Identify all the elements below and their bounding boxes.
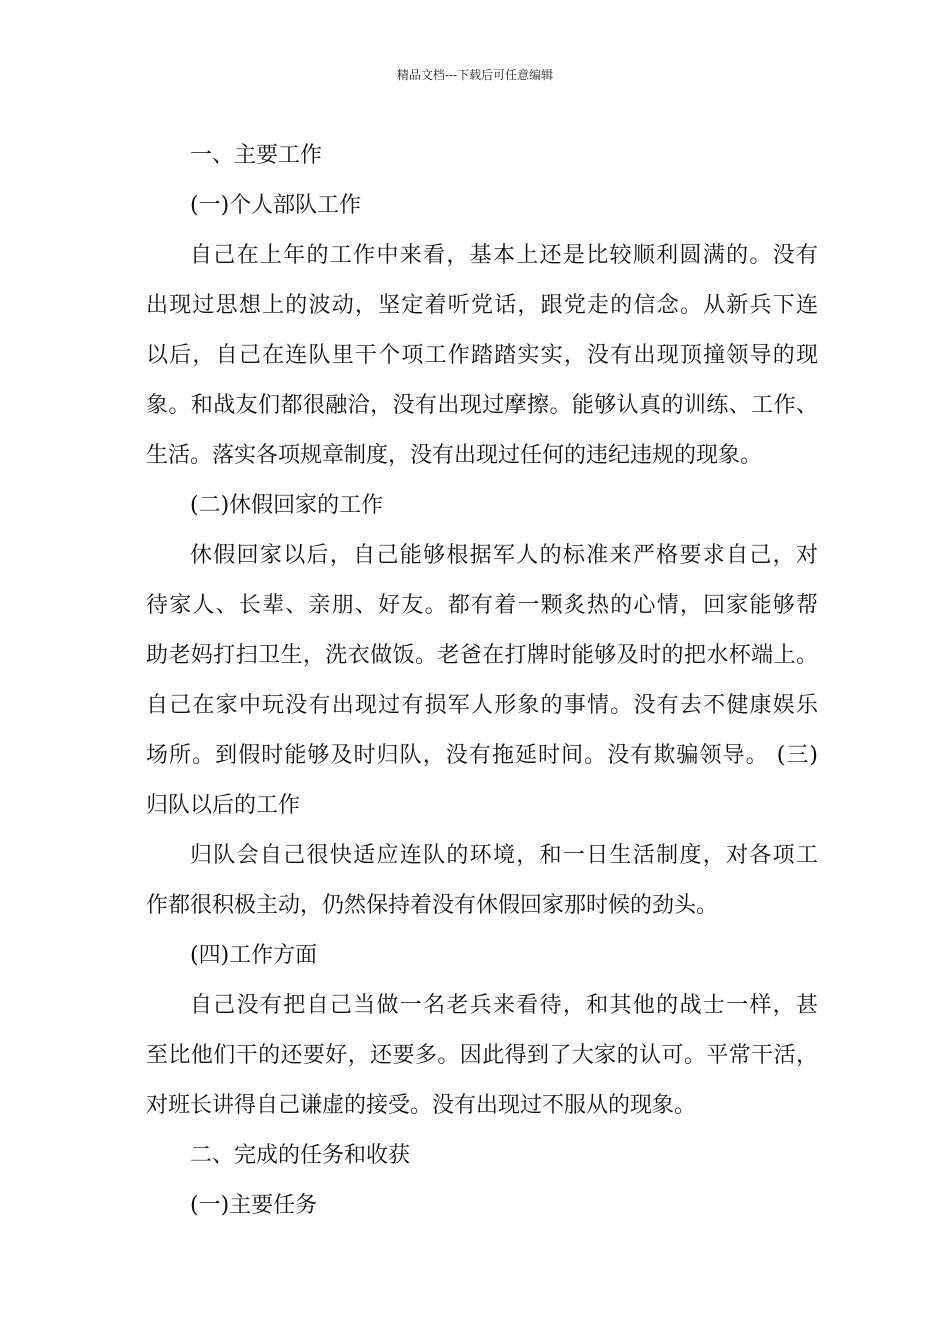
paragraph-line: 归队以后的工作: [146, 793, 301, 818]
paragraph-line: 自己没有把自己当做一名老兵来看待，和其他的战士一样，甚: [190, 993, 818, 1018]
paragraph-line: 场所。到假时能够及时归队，没有拖延时间。没有欺骗领导。 (三): [146, 743, 818, 768]
paragraph-line: 作都很积极主动，仍然保持着没有休假回家那时候的劲头。: [146, 893, 719, 918]
paragraph-line: 出现过思想上的波动，坚定着听党话，跟党走的信念。从新兵下连: [146, 293, 818, 318]
paragraph-line: 自己在家中玩没有出现过有损军人形象的事情。没有去不健康娱乐: [146, 693, 818, 718]
paragraph-line: 对班长讲得自己谦虚的接受。没有出现过不服从的现象。: [146, 1093, 697, 1118]
section-heading-tasks-and-gains: 二、完成的任务和收获: [190, 1143, 411, 1168]
paragraph-line: 归队会自己很快适应连队的环境，和一日生活制度，对各项工: [190, 843, 818, 868]
paragraph-line: 助老妈打扫卫生，洗衣做饭。老爸在打牌时能够及时的把水杯端上。: [146, 643, 818, 668]
subsection-heading-vacation-work: (二)休假回家的工作: [190, 493, 384, 518]
paragraph-line: 自己在上年的工作中来看，基本上还是比较顺利圆满的。没有: [190, 243, 818, 268]
paragraph-line: 以后，自己在连队里干个项工作踏踏实实，没有出现顶撞领导的现: [146, 343, 818, 368]
section-heading-main-work: 一、主要工作: [190, 143, 323, 168]
paragraph-line: 生活。落实各项规章制度，没有出现过任何的违纪违规的现象。: [146, 443, 763, 468]
paragraph-line: 休假回家以后，自己能够根据军人的标准来严格要求自己，对: [190, 543, 818, 568]
subsection-heading-main-tasks: (一)主要任务: [190, 1193, 318, 1218]
paragraph-line: 至比他们干的还要好，还要多。因此得到了大家的认可。平常干活，: [146, 1043, 818, 1068]
paragraph-line: 象。和战友们都很融洽，没有出现过摩擦。能够认真的训练、工作、: [146, 393, 818, 418]
subsection-heading-work-aspect: (四)工作方面: [190, 943, 318, 968]
page-header: 精品文档---下载后可任意编辑: [396, 68, 554, 82]
document-body: [146, 131, 818, 1231]
subsection-heading-personal-unit-work: (一)个人部队工作: [190, 193, 362, 218]
paragraph-line: 待家人、长辈、亲朋、好友。都有着一颗炙热的心情，回家能够帮: [146, 593, 818, 618]
